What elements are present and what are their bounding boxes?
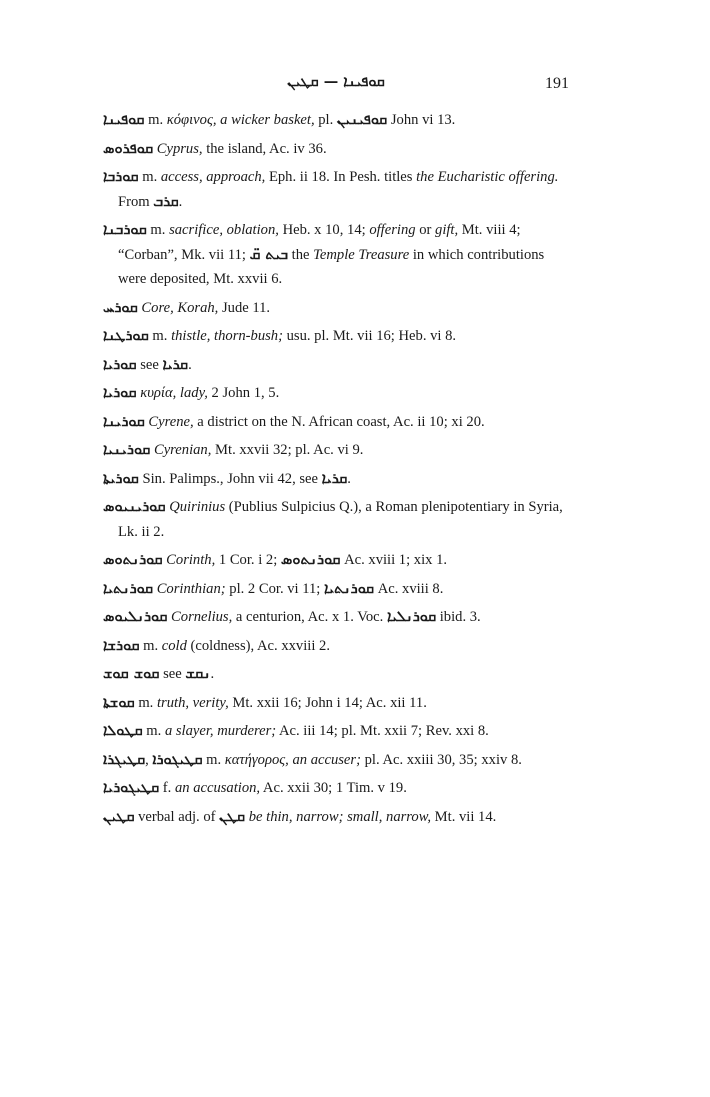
dictionary-entry <box>103 691 573 716</box>
entry-text: the <box>288 246 314 263</box>
entry-text: m. <box>142 723 165 739</box>
entry-text: pl. 2 Cor. vi 11; <box>225 580 325 597</box>
entry-text: in which contributions were deposited, Mt. xxvii 6. <box>118 246 545 287</box>
gloss-italic: an accusation, <box>174 780 261 796</box>
syriac-headword: ܩܛܢ <box>219 808 246 825</box>
dictionary-entry <box>103 577 573 602</box>
syriac-headword: ܩܛܝܓܪܐ <box>103 751 146 768</box>
entry-text: m. <box>144 112 167 128</box>
gloss-italic: Corinthian; <box>153 580 226 597</box>
entry-text: Ac. xviii 1; xix 1. <box>340 552 448 568</box>
entry-text: m. <box>202 751 225 768</box>
entry-text: Ac. iii 14; pl. Mt. xxii 7; Rev. xxi 8. <box>276 723 489 739</box>
gloss-italic: sacrifice, oblation, <box>169 222 279 238</box>
dictionary-entry <box>103 634 573 659</box>
entry-text: m. <box>138 169 161 185</box>
dictionary-entry <box>103 218 573 292</box>
running-header <box>103 74 569 98</box>
page-number: 191 <box>545 75 569 92</box>
dictionary-entry <box>103 381 573 406</box>
syriac-headword: ܩܘܦܪܘܣ <box>103 140 154 157</box>
dictionary-entry <box>103 353 573 378</box>
entry-text: 2 John 1, 5. <box>207 385 280 401</box>
entry-text: pl. Ac. xxiii 30, 35; xxiv 8. <box>360 751 522 768</box>
syriac-headword: ܩܛܝܢ <box>103 808 135 825</box>
syriac-headword: ܩܘܦܝܢܝܢ <box>336 112 388 128</box>
syriac-headword: ܩܘܪܝܢܝܘܣ <box>103 499 166 515</box>
entry-text: . <box>188 356 192 373</box>
dictionary-entry <box>103 605 573 630</box>
syriac-headword: ܢܩܫ <box>185 666 211 682</box>
gloss-italic: gift, <box>435 222 459 238</box>
gloss-italic: Cornelius, <box>167 609 233 625</box>
entry-text: Mt. xxii 16; John i 14; Ac. xii 11. <box>228 694 427 711</box>
entry-text: Ac. xviii 8. <box>374 580 444 597</box>
dictionary-entry <box>103 324 573 349</box>
dictionary-entry <box>103 548 573 573</box>
syriac-headword: ܩܘܪܛܢܐ <box>103 328 149 344</box>
gloss-italic: access, approach, <box>160 169 266 185</box>
syriac-headword: ܩܘܪܝܐ <box>103 356 137 373</box>
entry-text: (coldness), Ac. xxviii 2. <box>186 637 330 654</box>
entry-text: Mt. viii 4; “Corban”, Mk. vii 11; <box>118 222 521 263</box>
entry-text: m. <box>148 328 172 344</box>
gloss-italic: cold <box>161 637 187 654</box>
syriac-headword: ܩܘܪܒܢܐ <box>103 222 147 238</box>
entry-text: From <box>118 193 154 210</box>
entry-text: m. <box>146 222 170 238</box>
syriac-headword: ܩܘܪܚ <box>103 299 138 316</box>
syriac-headword: ܩܛܝܓܘܪܐ <box>152 751 203 768</box>
entry-text: f. <box>159 780 175 796</box>
entry-text: . <box>210 666 215 682</box>
gloss-italic: Core, Korah, <box>137 299 219 316</box>
gloss-italic: Cyprus, <box>153 140 203 157</box>
syriac-headword: ܩܘܪܢܠܝܐ <box>386 609 437 625</box>
gloss-italic: κόφινος, a wicker basket, <box>166 112 315 128</box>
dictionary-entry <box>103 410 573 435</box>
syriac-headword: ܩܘܪܝܢܐ <box>103 413 145 430</box>
entry-text: John vi 13. <box>387 112 456 128</box>
header-title: ܩܘܦܝܢܐ — ܩܛܝܢ <box>287 74 385 90</box>
entry-text: Mt. vii 14. <box>431 808 497 825</box>
entry-text: see <box>136 356 163 373</box>
gloss-italic: Corinth, <box>162 552 216 568</box>
entry-text: Eph. ii 18. In Pesh. titles <box>265 169 417 185</box>
syriac-headword: ܩܪܒ <box>153 193 179 210</box>
dictionary-entry <box>103 467 573 492</box>
dictionary-entry <box>103 495 573 544</box>
gloss-italic: thistle, thorn-bush; <box>171 328 283 344</box>
entry-text: usu. pl. Mt. vii 16; Heb. vi 8. <box>282 328 457 344</box>
syriac-headword: ܩܘܪܢܬܝܐ <box>324 580 375 597</box>
dictionary-entry <box>103 438 573 463</box>
syriac-headword: ܩܘܪܢܠܝܘܣ <box>103 609 168 625</box>
entry-text: the island, Ac. iv 36. <box>202 140 327 157</box>
entry-text: m. <box>134 694 157 711</box>
entry-text: Ac. xxii 30; 1 Tim. v 19. <box>260 780 407 796</box>
entry-text: or <box>415 222 436 238</box>
entry-text: , <box>145 751 153 768</box>
entry-text: pl. <box>314 112 337 128</box>
entry-text: 1 Cor. i 2; <box>215 552 281 568</box>
dictionary-entry <box>103 776 573 801</box>
entry-text: (Publius Sulpicius Q.), a Roman plenipotentiary in Syria, Lk. ii 2. <box>118 499 563 540</box>
syriac-headword: ܩܘܪܝܬܐ <box>103 470 139 487</box>
gloss-italic: the Eucharistic offering. <box>416 169 559 185</box>
entry-text: ibid. 3. <box>436 609 481 625</box>
entry-list <box>103 108 573 833</box>
syriac-headword: ܩܘܦܝܢܐ <box>103 112 145 128</box>
entry-text: . <box>347 470 351 487</box>
syriac-headword: ܩܘܪܢܬܘܣ <box>103 552 163 568</box>
entry-text: Mt. xxvii 32; pl. Ac. vi 9. <box>211 442 364 458</box>
entry-text: Sin. Palimps., John vii 42, see <box>138 470 322 487</box>
gloss-italic: Quirinius <box>165 499 226 515</box>
gloss-italic: offering <box>369 222 416 238</box>
syriac-headword: ܩܘܪܢܬܘܣ <box>280 552 341 568</box>
gloss-italic: Cyrenian, <box>150 442 212 458</box>
entry-text: m. <box>139 637 162 654</box>
dictionary-entry <box>103 662 573 687</box>
syriac-headword: ܩܛܝܓܘܪܝܐ <box>103 780 160 796</box>
entry-text: verbal adj. of <box>134 808 220 825</box>
entry-text: Jude 11. <box>218 299 271 316</box>
gloss-italic: κυρία, lady, <box>136 385 208 401</box>
syriac-headword: ܩܘܪܒܐ <box>103 169 139 185</box>
syriac-headword: ܒܝܬ ܩ̈ <box>249 246 288 263</box>
gloss-italic: truth, verity, <box>156 694 229 711</box>
gloss-italic: a slayer, murderer; <box>164 723 277 739</box>
entry-text: a centurion, Ac. x 1. Voc. <box>232 609 387 625</box>
entry-text: . <box>178 193 183 210</box>
entry-text: Heb. x 10, 14; <box>278 222 370 238</box>
dictionary-entry <box>103 805 573 830</box>
gloss-italic: be thin, narrow; small, narrow, <box>245 808 432 825</box>
gloss-italic: κατήγορος, an accuser; <box>224 751 361 768</box>
syriac-headword: ܩܘܪܫܐ <box>103 637 140 654</box>
gloss-italic: Cyrene, <box>144 413 194 430</box>
syriac-headword: ܩܘܫ ܩܘܫ <box>103 666 160 682</box>
dictionary-entry <box>103 108 573 133</box>
entry-text: a district on the N. African coast, Ac. ii 10; xi 20. <box>193 413 485 430</box>
syriac-headword: ܩܘܪܝܐ <box>103 385 137 401</box>
dictionary-entry <box>103 719 573 744</box>
syriac-headword: ܩܪܝܐ <box>162 356 189 373</box>
syriac-headword: ܩܘܪܢܬܝܐ <box>103 580 154 597</box>
entry-text: see <box>159 666 186 682</box>
dictionary-entry <box>103 137 573 162</box>
dictionary-entry <box>103 296 573 321</box>
gloss-italic: Temple Treasure <box>313 246 410 263</box>
syriac-headword: ܩܪܝܐ <box>321 470 348 487</box>
dictionary-entry <box>103 165 573 214</box>
syriac-headword: ܩܘܫܬܐ <box>103 694 135 711</box>
syriac-headword: ܩܛܘܠܐ <box>103 723 143 739</box>
syriac-headword: ܩܘܪܝܢܝܐ <box>103 442 151 458</box>
dictionary-entry <box>103 748 573 773</box>
